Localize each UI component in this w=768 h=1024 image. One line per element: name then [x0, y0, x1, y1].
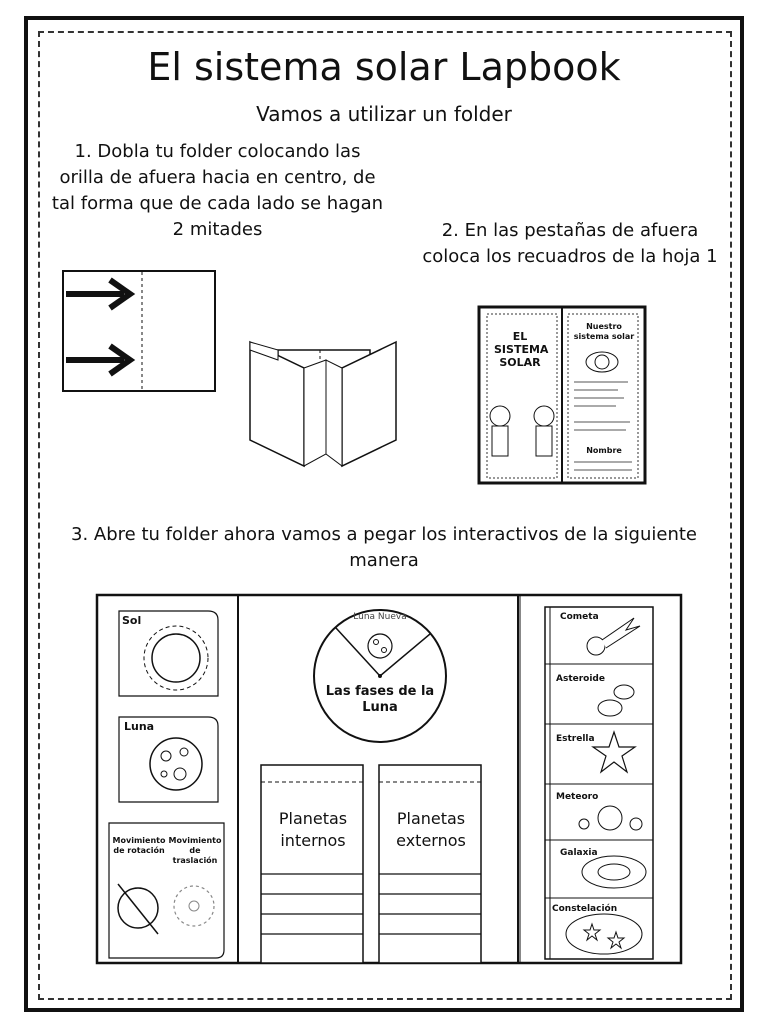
- flat-folder-diagram: [62, 270, 222, 394]
- kid-figure-icon: [490, 406, 510, 456]
- folded-folder-diagram: [248, 340, 408, 470]
- subtitle: Vamos a utilizar un folder: [256, 102, 512, 126]
- pocket-externos-label: Planetas externos: [396, 809, 466, 850]
- traslacion-label: Movimiento de traslación: [168, 836, 222, 865]
- wheel-title: Las fases de la Luna: [325, 684, 435, 715]
- flip-item-constelacion: Constelación: [552, 904, 618, 914]
- galaxy-icon: [582, 856, 646, 888]
- step-three-text: 3. Abre tu folder ahora vamos a pegar los interactivos de la siguiente manera: [71, 524, 697, 571]
- planet-icon: [586, 352, 618, 372]
- step-one-text: 1. Dobla tu folder colocando las orilla de afuera hacia en centro, de tal forma que de cada lado se hagan 2 mitades: [51, 141, 384, 240]
- flip-item-estrella: Estrella: [556, 734, 595, 744]
- flip-item-meteoro: Meteoro: [556, 792, 599, 802]
- flip-item-asteroide: Asteroide: [556, 674, 605, 684]
- moon-icon: [150, 738, 202, 790]
- moon-phases-wheel: [310, 606, 450, 746]
- luna-label: Luna: [124, 720, 155, 733]
- pocket-externos: [378, 764, 484, 966]
- moon-icon: [368, 634, 392, 658]
- pocket-internos-label: Planetas internos: [278, 809, 348, 850]
- step-two-text: 2. En las pestañas de afuera coloca los recuadros de la hoja 1: [422, 220, 718, 267]
- rotacion-label: Movimiento de rotación: [112, 836, 166, 855]
- cover-left-title: EL SISTEMA SOLAR: [494, 330, 549, 369]
- page-title: El sistema solar Lapbook: [147, 45, 621, 89]
- flip-item-galaxia: Galaxia: [560, 848, 598, 858]
- cover-right-footer: Nombre: [586, 446, 622, 455]
- kid-figure-icon: [534, 406, 554, 456]
- wheel-top-label: Luna Nueva: [353, 612, 407, 622]
- flip-item-cometa: Cometa: [560, 612, 599, 622]
- sol-label: Sol: [122, 614, 142, 627]
- pocket-internos: [260, 764, 366, 966]
- constellation-icon: [566, 914, 642, 954]
- cover-right-title: Nuestro sistema solar: [573, 322, 635, 341]
